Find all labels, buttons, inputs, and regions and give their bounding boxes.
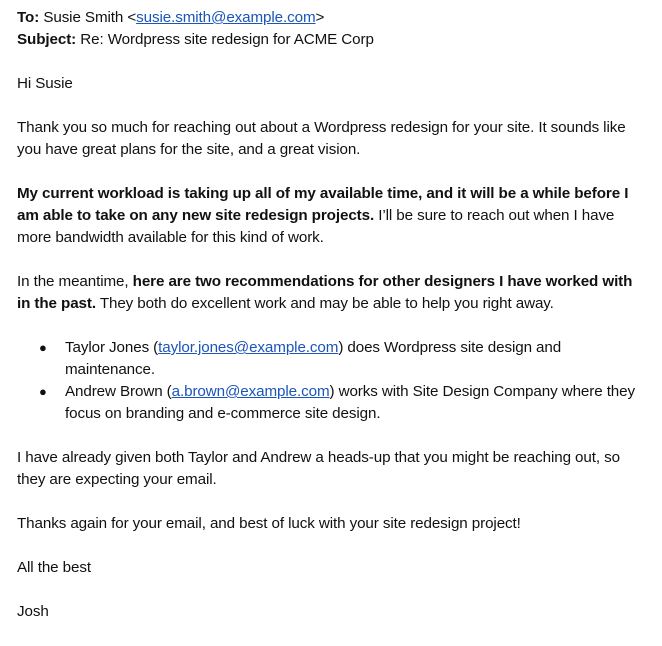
angle-open: < [123,9,137,26]
recommendation-name: Taylor Jones ( [65,339,159,356]
recommendation-description: ) works with Site Design Company where they focus on branding and e-commerce site design. [65,383,635,422]
paragraph-thanks: Thank you so much for reaching out about a Wordpress redesign for your site. It sounds like you have great plans for the site, and a great vision. [17,119,626,158]
closing: All the best [17,559,91,576]
paragraph-workload [17,183,647,249]
intro-text: In the meantime, [17,273,133,290]
signature: Josh [17,603,49,620]
bullet-icon: ● [39,340,47,355]
workload-bold-text: My current workload is taking up all of my available time, and it will be a while before I am able to take on any new site redesign projects. [17,185,629,224]
paragraph-thanks-again: Thanks again for your email, and best of luck with your site redesign project! [17,515,521,532]
recommendation-email-link[interactable]: taylor.jones@example.com [158,339,339,356]
angle-close: > [315,9,325,26]
recipient-email-link[interactable]: susie.smith@example.com [136,9,316,26]
greeting: Hi Susie [17,75,73,92]
list-item [39,381,647,425]
subject-text: Re: Wordpress site redesign for ACME Corp [80,31,374,48]
paragraph-heads-up: I have already given both Taylor and Andrew a heads-up that you might be reaching out, so they are expecting your email. [17,449,620,488]
list-item [39,337,647,381]
paragraph-recommendations-intro [17,271,647,315]
intro-bold-text: here are two recommendations for other designers I have worked with in the past. [17,273,633,312]
recipient-name: Susie Smith [43,9,124,26]
email-headers [17,7,647,51]
recommendation-description: ) does Wordpress site design and maintenance. [65,339,562,378]
recommendation-name: Andrew Brown ( [65,383,172,400]
intro-rest-text: They both do excellent work and may be able to help you right away. [95,295,554,312]
subject-label: Subject: [17,31,77,48]
workload-rest-text: I’ll be sure to reach out when I have more bandwidth available for this kind of work. [17,207,615,246]
bullet-icon: ● [39,384,47,399]
to-label: To: [17,9,40,26]
recommendation-email-link[interactable]: a.brown@example.com [171,383,330,400]
subject-line [17,29,647,51]
recommendations-list [17,337,647,425]
to-line [17,7,647,29]
